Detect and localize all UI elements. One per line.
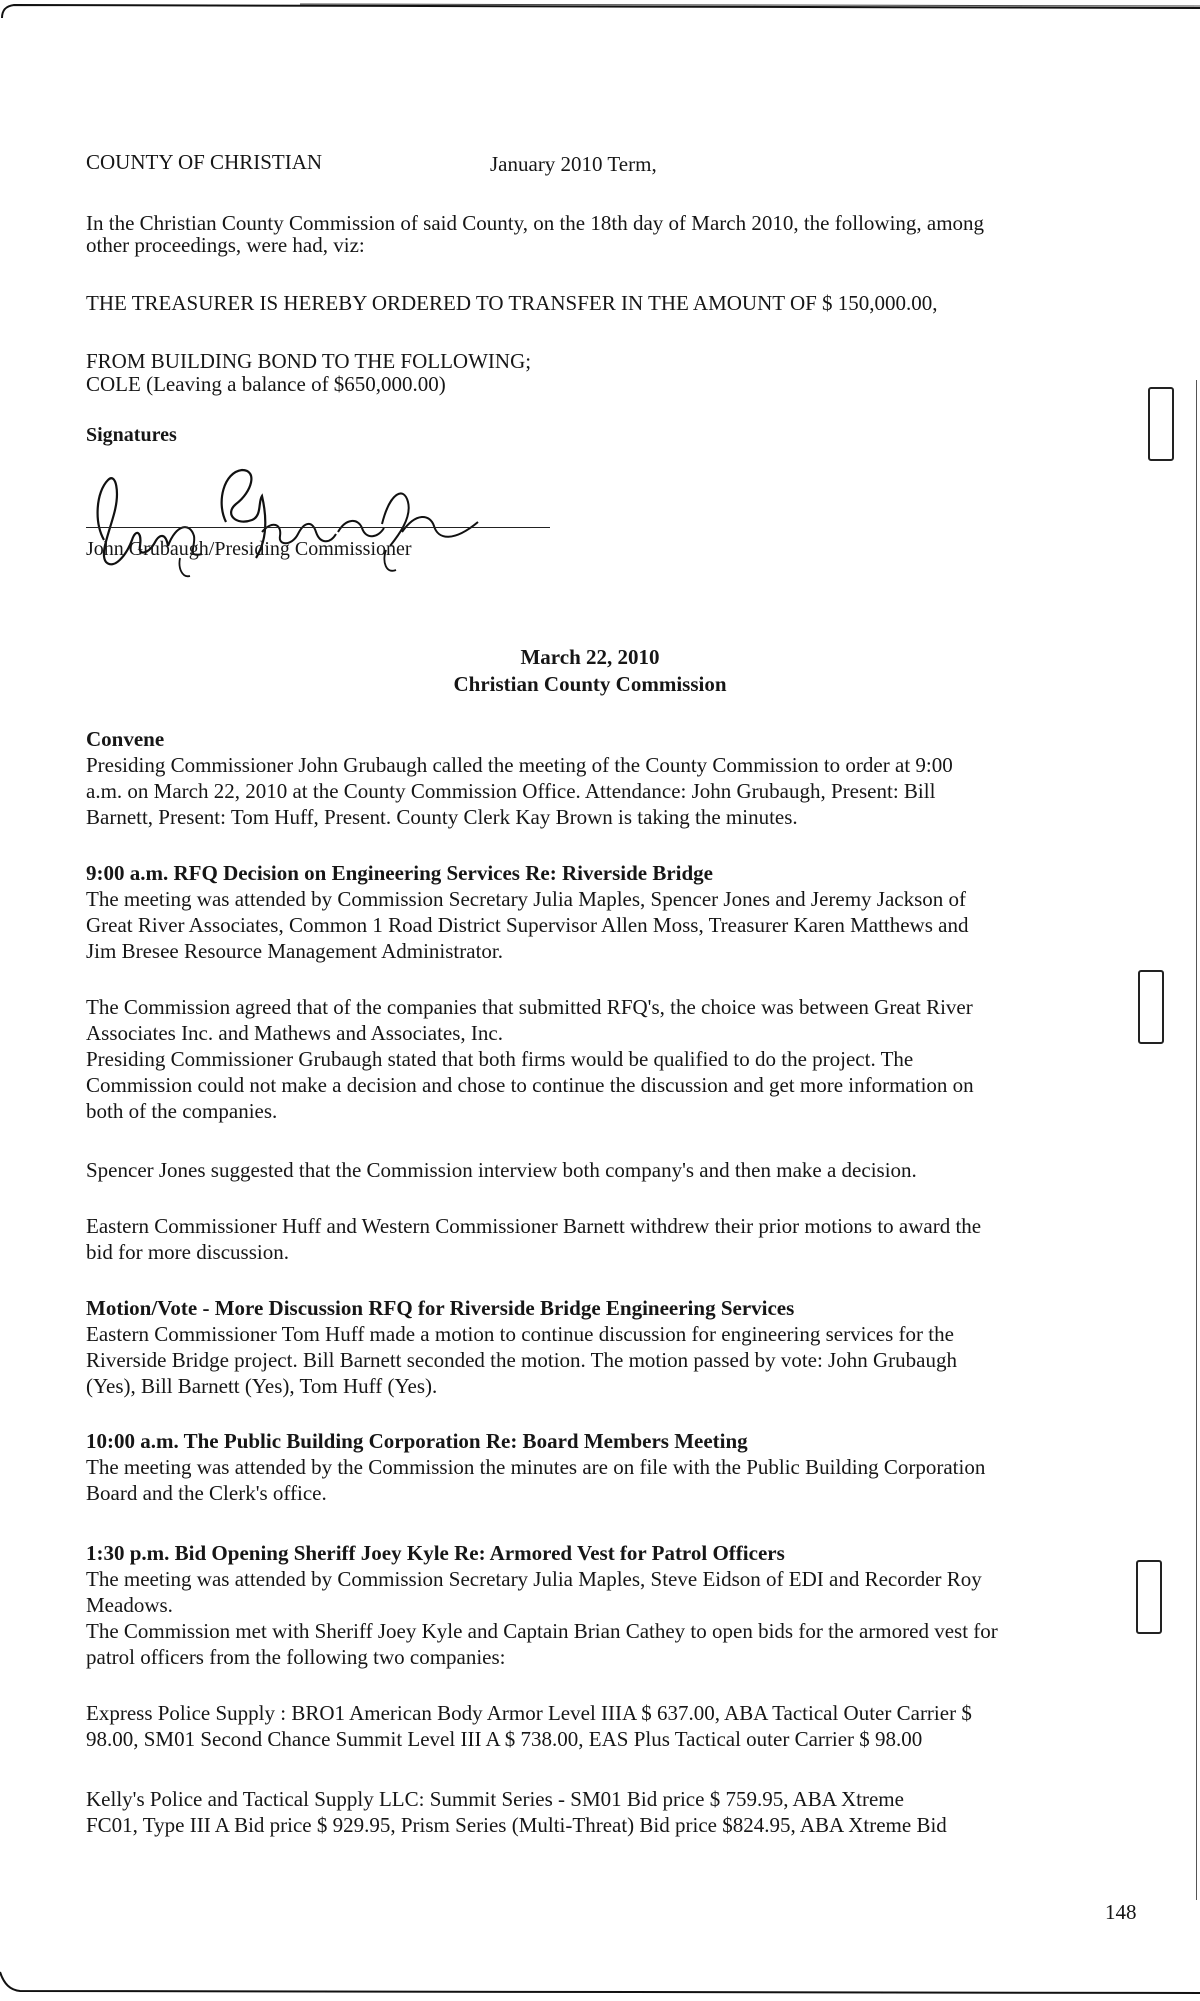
- intro-line-1: In the Christian County Commission of said County, on the 18th day of March 2010, the following, among: [86, 211, 985, 235]
- section-line: Presiding Commissioner John Grubaugh called the meeting of the County Commission to order at 9:00: [86, 753, 953, 777]
- section-line: Eastern Commissioner Tom Huff made a motion to continue discussion for engineering services for the: [86, 1322, 954, 1346]
- section-heading: Convene: [86, 727, 165, 751]
- paragraph-interview: [86, 1157, 1126, 1183]
- transfer-order: THE TREASURER IS HEREBY ORDERED TO TRANSFER IN THE AMOUNT OF $ 150,000.00,: [86, 291, 938, 315]
- section-convene: [86, 726, 1126, 830]
- section-line: Presiding Commissioner Grubaugh stated that both firms would be qualified to do the project. The: [86, 1047, 914, 1071]
- section-line: The meeting was attended by Commission Secretary Julia Maples, Spencer Jones and Jeremy Jackson of: [86, 887, 967, 911]
- section-line: Express Police Supply : BRO1 American Body Armor Level IIIA $ 637.00, ABA Tactical Outer Carrier $: [86, 1701, 972, 1725]
- from-building-bond: FROM BUILDING BOND TO THE FOLLOWING;: [86, 349, 532, 373]
- section-line: both of the companies.: [86, 1099, 278, 1123]
- section-line: The Commission met with Sheriff Joey Kyle and Captain Brian Cathey to open bids for the armored vest for: [86, 1619, 998, 1643]
- handwritten-signature: [86, 462, 486, 582]
- section-line: Commission could not make a decision and chose to continue the discussion and get more information on: [86, 1073, 974, 1097]
- section-line: Barnett, Present: Tom Huff, Present. County Clerk Kay Brown is taking the minutes.: [86, 805, 798, 829]
- term: January 2010 Term,: [490, 152, 657, 176]
- section-line: a.m. on March 22, 2010 at the County Commission Office. Attendance: John Grubaugh, Present: Bill: [86, 779, 936, 803]
- paragraph-rfq-choice: [86, 994, 1126, 1124]
- section-line: Eastern Commissioner Huff and Western Commissioner Barnett withdrew their prior motions to award the: [86, 1214, 982, 1238]
- section-line: 98.00, SM01 Second Chance Summit Level III A $ 738.00, EAS Plus Tactical outer Carrier $ 98.00: [86, 1727, 923, 1751]
- section-line: Board and the Clerk's office.: [86, 1481, 327, 1505]
- bid-express-police: [86, 1700, 1126, 1752]
- section-line: Jim Bresee Resource Management Administrator.: [86, 939, 503, 963]
- margin-box-mark: [1148, 387, 1174, 461]
- section-heading: Motion/Vote - More Discussion RFQ for Riverside Bridge Engineering Services: [86, 1296, 795, 1320]
- signatures-heading: Signatures: [86, 424, 177, 446]
- scan-edge-top: [0, 0, 1200, 18]
- section-line: Associates Inc. and Mathews and Associates, Inc.: [86, 1021, 503, 1045]
- paragraph-withdrew: [86, 1213, 1126, 1265]
- section-rfq-decision: [86, 860, 1126, 964]
- margin-box-mark: [1138, 970, 1164, 1044]
- meeting-date: March 22, 2010: [520, 645, 660, 669]
- section-line: Meadows.: [86, 1593, 173, 1617]
- section-line: patrol officers from the following two companies:: [86, 1645, 506, 1669]
- section-line: The meeting was attended by Commission Secretary Julia Maples, Steve Eidson of EDI and Recorder Roy: [86, 1567, 982, 1591]
- section-heading: 10:00 a.m. The Public Building Corporation Re: Board Members Meeting: [86, 1429, 748, 1453]
- section-motion-vote: [86, 1295, 1126, 1399]
- county-name: COUNTY OF CHRISTIAN: [86, 150, 323, 174]
- scan-edge-bottom: [0, 1970, 1200, 2001]
- section-line: Spencer Jones suggested that the Commission interview both company's and then make a decision.: [86, 1158, 917, 1182]
- margin-box-mark: [1136, 1560, 1162, 1634]
- section-line: The Commission agreed that of the companies that submitted RFQ's, the choice was between Great River: [86, 995, 973, 1019]
- section-heading: 1:30 p.m. Bid Opening Sheriff Joey Kyle Re: Armored Vest for Patrol Officers: [86, 1541, 785, 1565]
- signature-line: [86, 527, 550, 528]
- section-line: (Yes), Bill Barnett (Yes), Tom Huff (Yes).: [86, 1374, 438, 1398]
- section-line: Riverside Bridge project. Bill Barnett seconded the motion. The motion passed by vote: John Grubaugh: [86, 1348, 957, 1372]
- section-public-building: [86, 1428, 1126, 1506]
- section-heading: 9:00 a.m. RFQ Decision on Engineering Services Re: Riverside Bridge: [86, 861, 714, 885]
- section-line: The meeting was attended by the Commission the minutes are on file with the Public Building Corporation: [86, 1455, 986, 1479]
- bid-kellys-police: [86, 1786, 1126, 1838]
- intro-line-2: other proceedings, were had, viz:: [86, 233, 365, 257]
- scan-edge-right: [1196, 380, 1197, 1900]
- page-number: 148: [1105, 1900, 1137, 1924]
- section-line: Kelly's Police and Tactical Supply LLC: Summit Series - SM01 Bid price $ 759.95, ABA Xtreme: [86, 1787, 904, 1811]
- cole-balance: COLE (Leaving a balance of $650,000.00): [86, 372, 446, 396]
- section-line: Great River Associates, Common 1 Road District Supervisor Allen Moss, Treasurer Karen Matthews and: [86, 913, 969, 937]
- signature-caption: John Grubaugh/Presiding Commissioner: [86, 538, 412, 560]
- section-line: FC01, Type III A Bid price $ 929.95, Prism Series (Multi-Threat) Bid price $824.95, ABA Xtreme Bid: [86, 1813, 947, 1837]
- section-line: bid for more discussion.: [86, 1240, 289, 1264]
- meeting-body: Christian County Commission: [453, 672, 727, 696]
- section-bid-opening: [86, 1540, 1126, 1670]
